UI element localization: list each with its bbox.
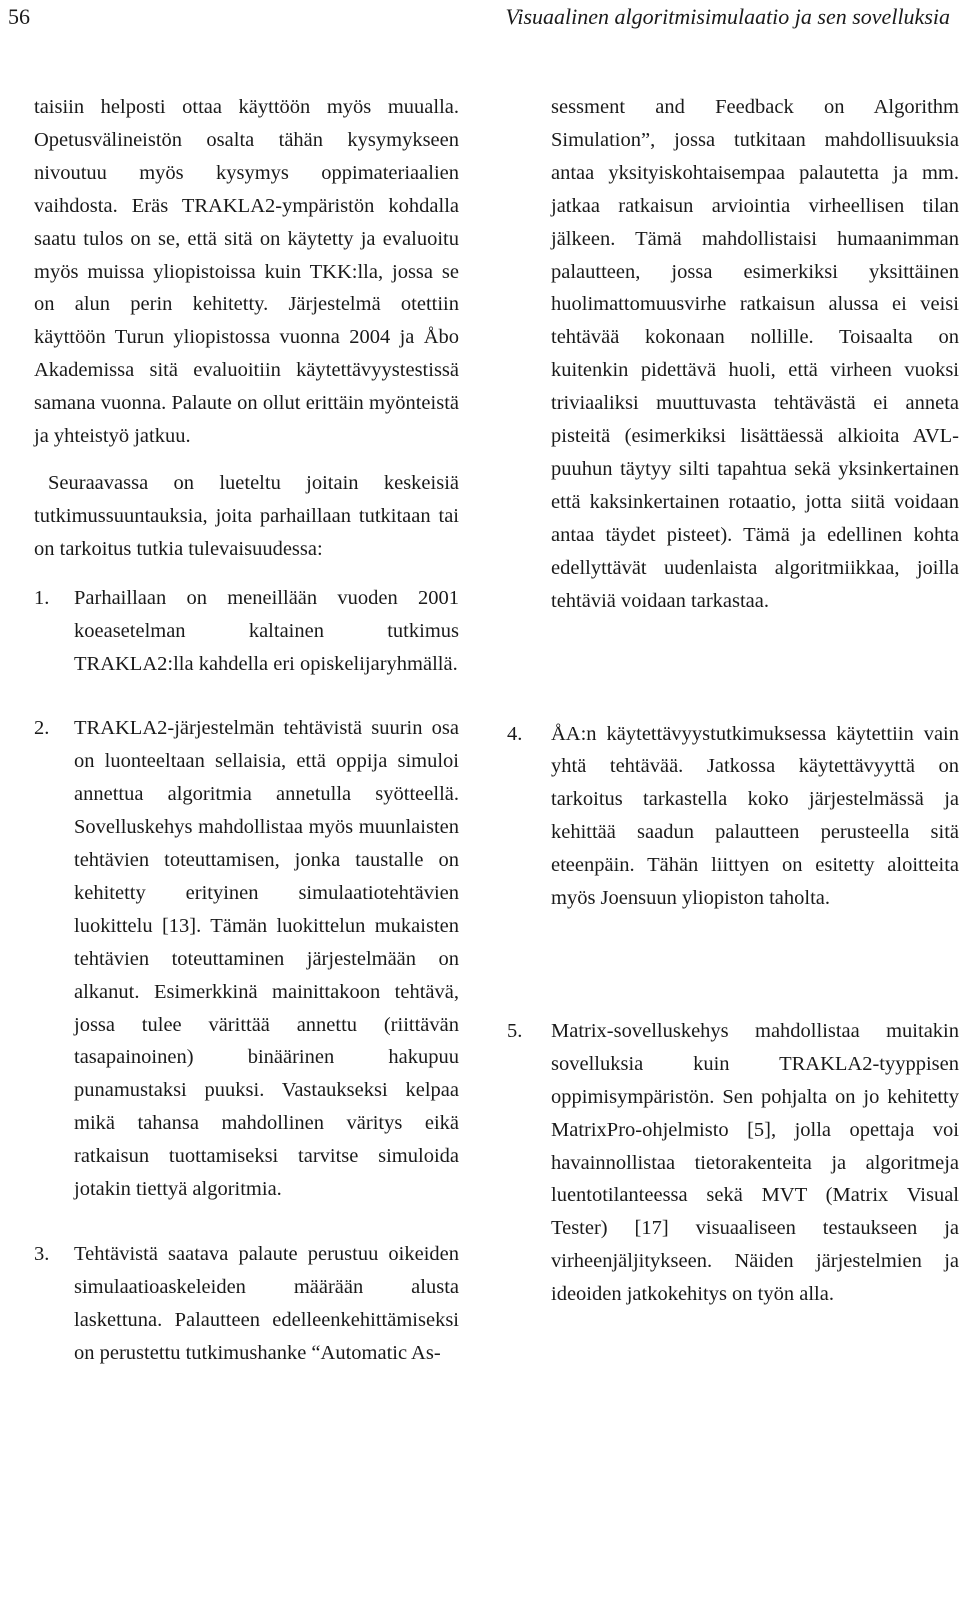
list-item-text: TRAKLA2-järjestelmän tehtävistä suurin osa on luonteeltaan sellaisia, että oppija simuloi annettua algoritmia annetulla syötteellä. Sovelluskehys mahdollistaa myös muunlaisten tehtävien toteuttamisen, jonka taustalle on kehitetty erityinen simulaatiotehtävien luokittelu [13]. Tämän luokittelun mukaisten tehtävien toteuttaminen järjestelmään on alkanut. Esimerkkinä mainittakoon tehtävä, jossa tulee värittää annettu (riittävän tasapainoinen) binäärinen hakupuu punamustaksi puuksi. Vastaukseksi kelpaa mikä tahansa mahdollinen väritys eikä ratkaisun tuottamiseksi tarvitse simuloida jotakin tiettyä algoritmia. bbox=[74, 717, 459, 1201]
list-number: 3. bbox=[34, 1243, 50, 1265]
list-item-3 bbox=[34, 1238, 459, 1370]
right-column bbox=[507, 91, 959, 1311]
list-number: 2. bbox=[34, 717, 50, 740]
list-item-3-continued: sessment and Feedback on Algorithm Simulation”, jossa tutkitaan mahdollisuuksia antaa yksityiskohtaisempaa palautetta ja mm. jatkaa ratkaisun arviointia virheellisen tilan jälkeen. Tämä mahdollistaisi humaanimman palautteen, jossa esimerkiksi yksittäinen huolimattomuusvirhe ratkaisun alussa ei veisi tehtävää kokonaan nollille. Toisaalta on kuitenkin pidettävä huoli, että virheen vuoksi triviaaliksi muuttuvasta tehtävästä ei anneta pisteitä (esimerkiksi lisättäessä alkioita AVL-puuhun täytyy silti tapahtua sekä yksinkertainen että kaksinkertainen rotaatio, jotta siitä voidaan antaa täydet pisteet). Tämä ja edellinen kohta edellyttävät uudenlaista algoritmiikkaa, joilla tehtäviä voidaan tarkastaa. bbox=[551, 96, 959, 612]
list-item-text: ÅA:n käytettävyystutkimuksessa käytettiin vain yhtä tehtävää. Jatkossa käytettävyyttä on tarkoitus tarkastella koko järjestelmässä ja kehittää saadun palautteen perusteella sitä eteenpäin. Tähän liittyen on esitetty aloitteita myös Joensuun yliopiston taholta. bbox=[551, 722, 959, 910]
left-column bbox=[34, 91, 459, 1370]
list-number: 1. bbox=[34, 586, 50, 609]
running-title: Visuaalinen algoritmisimulaatio ja sen sovelluksia bbox=[505, 4, 950, 29]
list-number: 4. bbox=[507, 722, 523, 745]
list-item-text: Parhaillaan on meneillään vuoden 2001 koeasetelman kaltainen tutkimus TRAKLA2:lla kahdella eri opiskelijaryhmällä. bbox=[74, 586, 459, 675]
page-header bbox=[8, 4, 950, 38]
list-item-1 bbox=[34, 582, 459, 681]
list-number: 5. bbox=[507, 1019, 523, 1042]
list-item-text: Matrix-sovelluskehys mahdollistaa muitakin sovelluksia kuin TRAKLA2-tyyppisen oppimisympäristön. Sen pohjalta on jo kehitetty MatrixPro-ohjelmisto [5], jolla opettaja voi havainnollistaa tietorakenteita ja algoritmeja luentotilanteessa sekä MVT (Matrix Visual Tester) [17] visuaaliseen testaukseen ja virheenjäljitykseen. Näiden järjestelmien ja ideoiden jatkokehitys on työn alla. bbox=[551, 1019, 959, 1306]
list-item-5 bbox=[507, 1015, 959, 1311]
paragraph-research-directions: Seuraavassa on lueteltu joitain keskeisiä tutkimussuuntauksia, joita parhaillaan tutkitaan tai on tarkoitus tutkia tulevaisuudessa: bbox=[34, 471, 459, 560]
list-item-text: Tehtävistä saatava palaute perustuu oikeiden simulaatioaskeleiden määrään alusta laskettuna. Palautteen edelleenkehittämiseksi on perustettu tutkimushanke “Automatic As- bbox=[74, 1243, 459, 1364]
list-item-4 bbox=[507, 718, 959, 915]
page-number: 56 bbox=[8, 4, 30, 29]
list-item-2 bbox=[34, 712, 459, 1206]
paragraph-intro: taisiin helposti ottaa käyttöön myös muualla. Opetusvälineistön osalta tähän kysymykseen nivoutuu myös kysymys oppimateriaalien vaihdosta. Eräs TRAKLA2-ympäristön kohdalla saatu tulos on se, että sitä on käytetty ja evaluoitu myös muissa yliopistoissa kuin TKK:lla, jossa se on alun perin kehitetty. Järjestelmä otettiin käyttöön Turun yliopistossa vuonna 2004 ja Åbo Akademissa sitä evaluoitiin käytettävyystestissä samana vuonna. Palaute on ollut erittäin myönteistä ja yhteistyö jatkuu. bbox=[34, 96, 459, 448]
